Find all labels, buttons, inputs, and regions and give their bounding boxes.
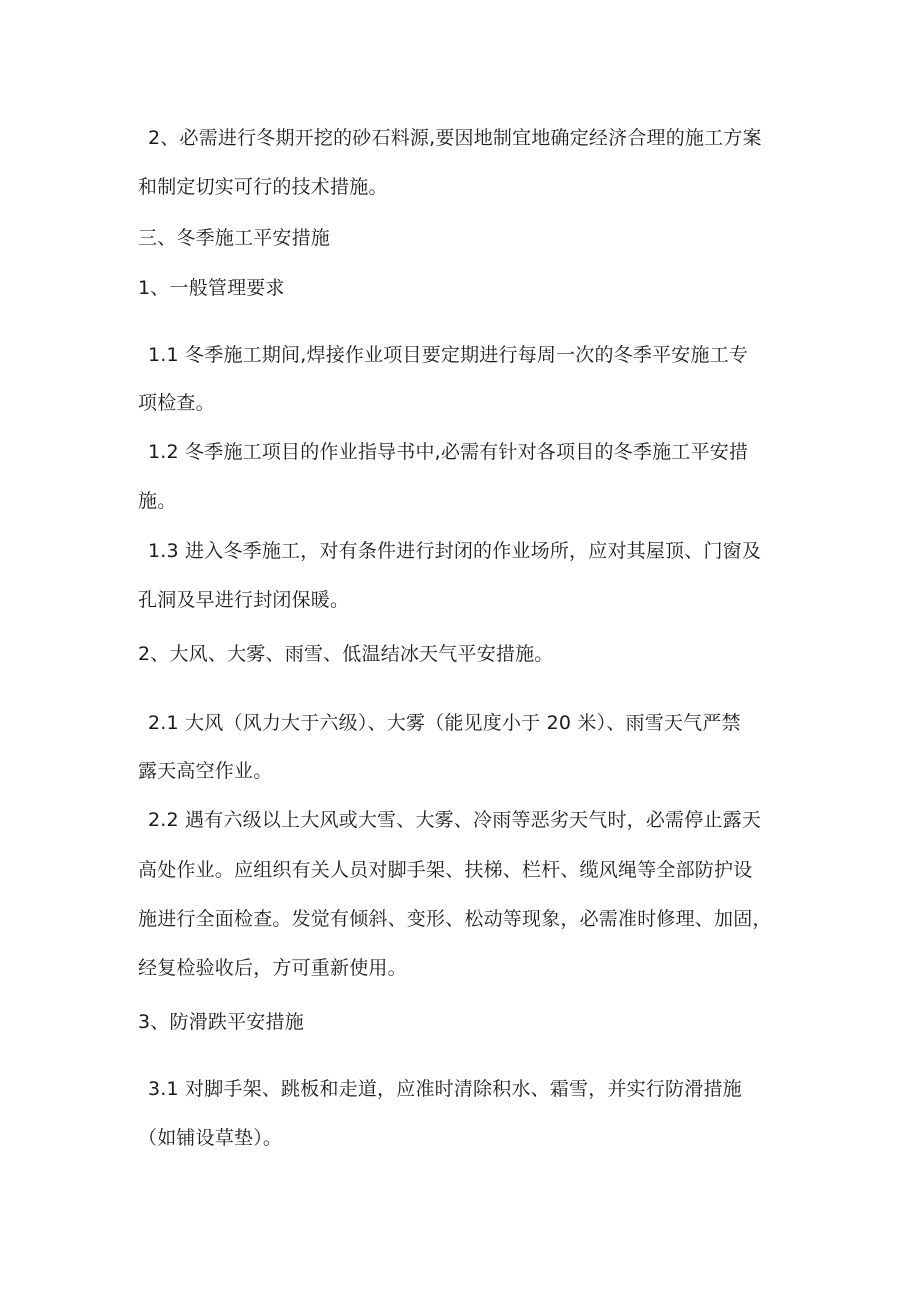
subsection-heading: 1、一般管理要求 [138, 277, 285, 299]
paragraph-line: 施进行全面检查。发觉有倾斜、变形、松动等现象，必需准时修理、加固， [138, 908, 772, 930]
paragraph-line: 孔洞及早进行封闭保暖。 [138, 589, 350, 611]
section-heading: 三、冬季施工平安措施 [138, 227, 331, 249]
paragraph-line: 1.2 冬季施工项目的作业指导书中,必需有针对各项目的冬季施工平安措 [148, 441, 749, 463]
paragraph-line: 经复检验收后，方可重新使用。 [138, 957, 407, 979]
paragraph-line: 施。 [138, 490, 177, 512]
paragraph-line: 1.3 进入冬季施工，对有条件进行封闭的作业场所，应对其屋顶、门窗及 [148, 540, 762, 562]
paragraph-line: 2.2 遇有六级以上大风或大雪、大雾、冷雨等恶劣天气时，必需停止露天 [148, 809, 762, 831]
paragraph-line: 1.1 冬季施工期间,焊接作业项目要定期进行每周一次的冬季平安施工专 [148, 344, 749, 366]
paragraph-line: 3.1 对脚手架、跳板和走道，应准时清除积水、霜雪，并实行防滑措施 [148, 1078, 742, 1100]
subsection-heading: 2、大风、大雾、雨雪、低温结冰天气平安措施。 [138, 643, 554, 665]
paragraph-line: 高处作业。应组织有关人员对脚手架、扶梯、栏杆、缆风绳等全部防护设 [138, 859, 753, 881]
paragraph-line: 2.1 大风（风力大于六级）、大雾（能见度小于 20 米）、雨雪天气严禁 [148, 712, 741, 734]
subsection-heading: 3、防滑跌平安措施 [138, 1011, 304, 1033]
paragraph-line: 2、必需进行冬期开挖的砂石料源,要因地制宜地确定经济合理的施工方案 [148, 127, 762, 149]
paragraph-line: （如铺设草垫）。 [138, 1127, 283, 1149]
paragraph-line: 项检查。 [138, 392, 215, 414]
paragraph-line: 露天高空作业。 [138, 760, 273, 782]
paragraph-line: 和制定切实可行的技术措施。 [138, 176, 388, 198]
